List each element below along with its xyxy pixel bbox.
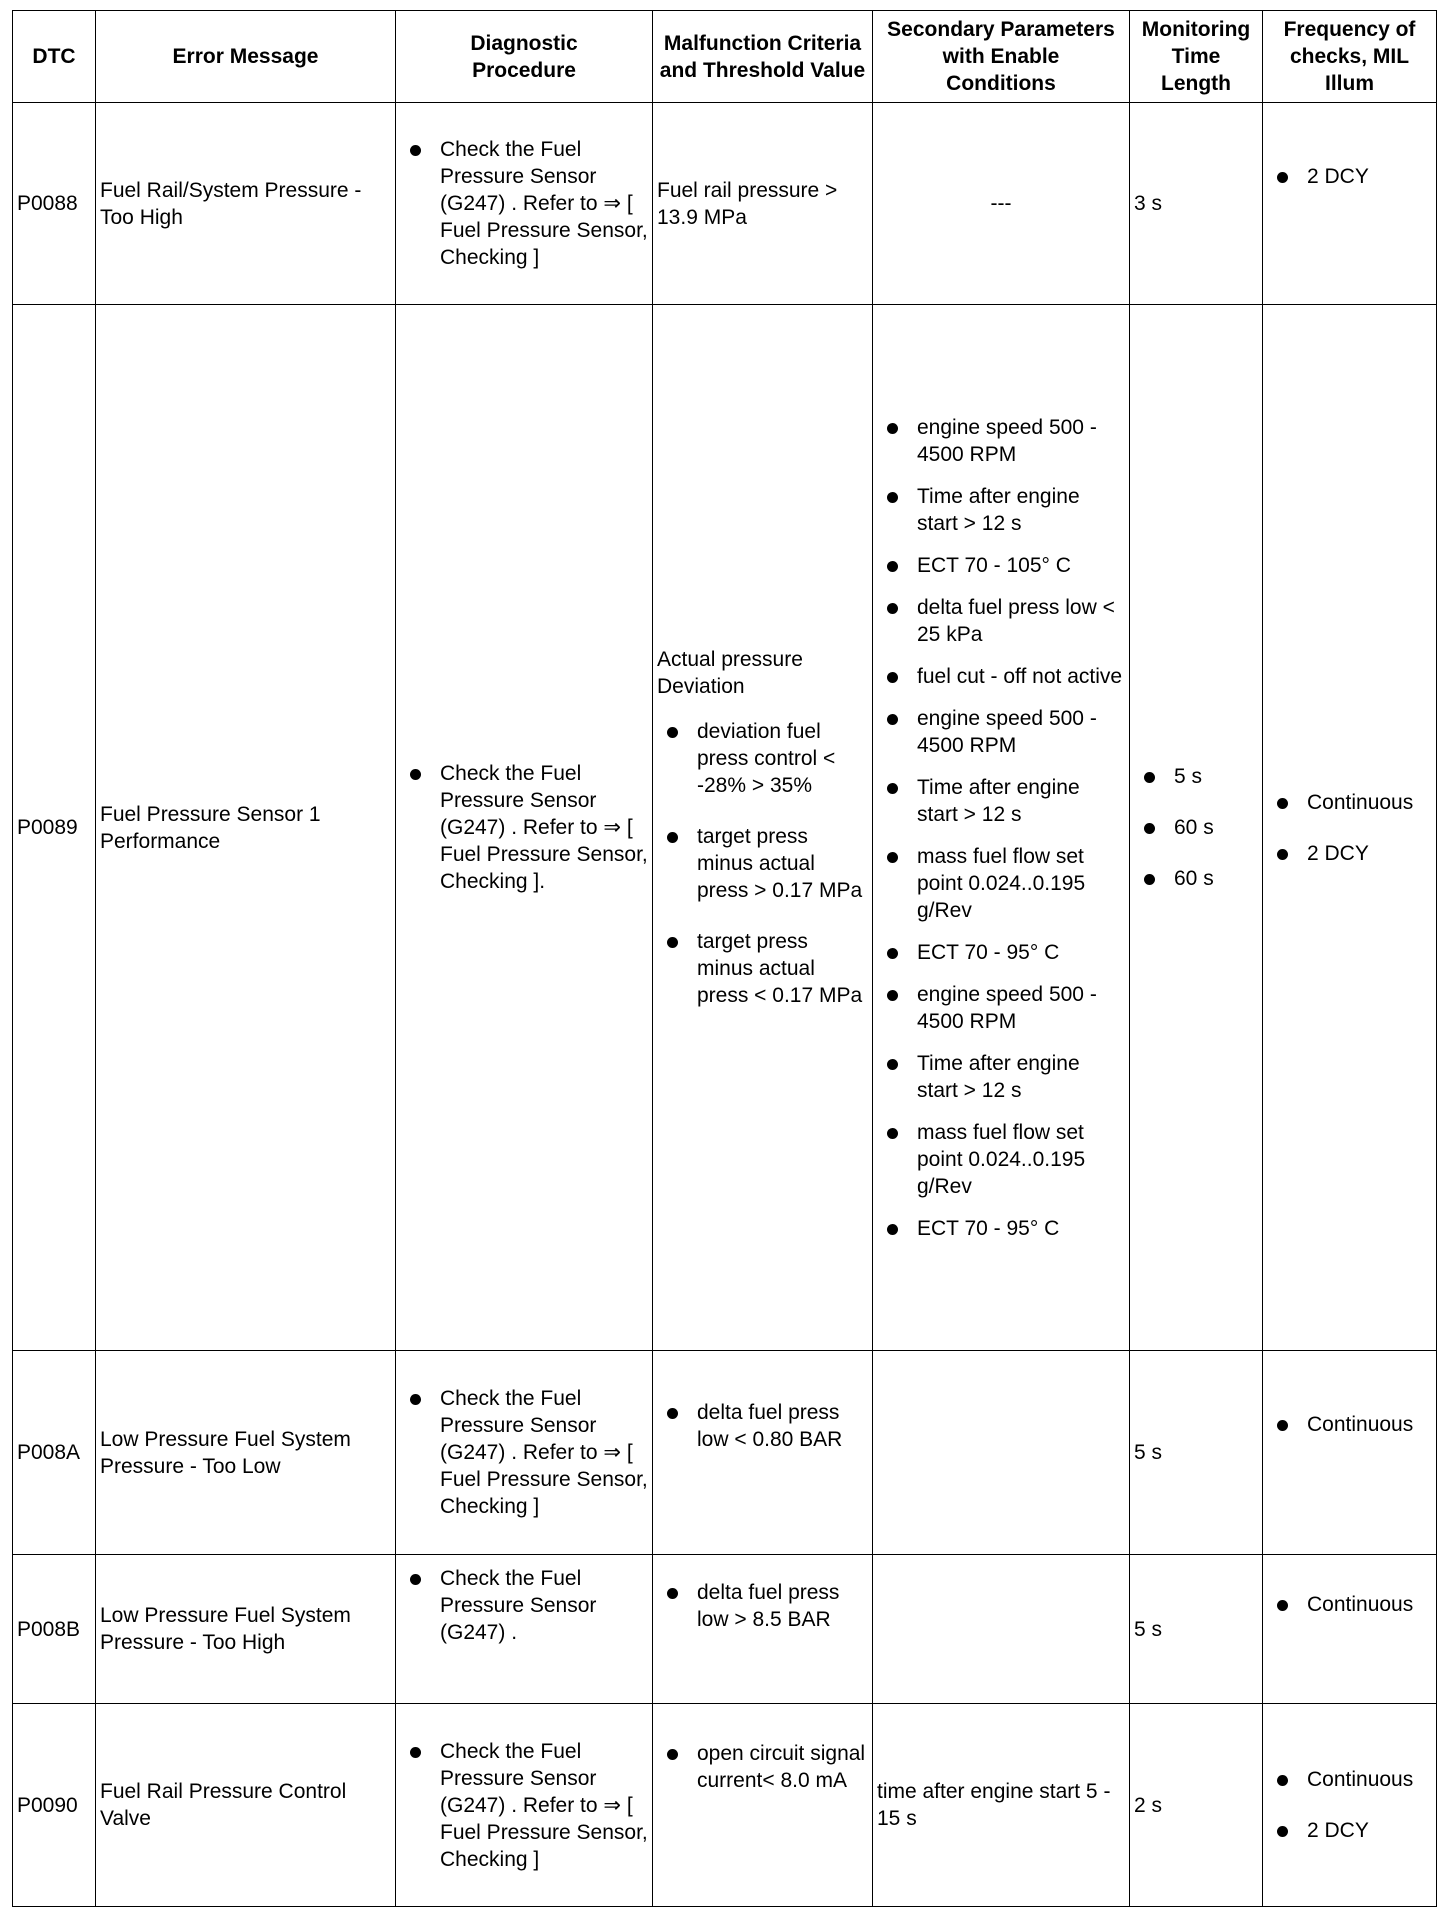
secondary-parameters <box>873 1351 1130 1555</box>
dtc-code: P008A <box>13 1351 96 1555</box>
procedure-item: Check the Fuel Pressure Sensor (G247) . Refer to ⇒ [ Fuel Pressure Sensor, Checking ] <box>400 136 648 271</box>
dtc-code: P0088 <box>13 103 96 305</box>
criteria-item: deviation fuel press control < -28% > 35% <box>657 718 868 799</box>
secondary-item: engine speed 500 - 4500 RPM <box>877 414 1125 468</box>
secondary-item: ECT 70 - 95° C <box>877 939 1125 966</box>
dtc-table <box>12 10 1437 1907</box>
monitoring-time: 5 s <box>1130 1351 1263 1555</box>
frequency-item: Continuous <box>1267 1411 1436 1438</box>
header-dtc: DTC <box>13 11 96 103</box>
secondary-parameters: --- <box>873 103 1130 305</box>
header-error-message: Error Message <box>96 11 396 103</box>
criteria-item: delta fuel press low < 0.80 BAR <box>657 1399 868 1453</box>
criteria-item: delta fuel press low > 8.5 BAR <box>657 1579 868 1633</box>
monitoring-item: 5 s <box>1134 763 1258 790</box>
frequency-item: Continuous <box>1267 1591 1436 1618</box>
dtc-code: P0090 <box>13 1704 96 1907</box>
frequency-item: 2 DCY <box>1267 163 1432 190</box>
monitoring-item: 60 s <box>1134 865 1258 892</box>
monitoring-time: 5 s <box>1130 1555 1263 1704</box>
table-row <box>13 305 1437 1351</box>
header-diagnostic-procedure: Diagnostic Procedure <box>396 11 653 103</box>
secondary-item: delta fuel press low < 25 kPa <box>877 594 1125 648</box>
frequency-item: Continuous <box>1267 789 1436 816</box>
secondary-parameters <box>873 1555 1130 1704</box>
frequency-item: 2 DCY <box>1267 840 1436 867</box>
criteria-text: Actual pressure Deviation <box>657 648 803 698</box>
secondary-item: ECT 70 - 105° C <box>877 552 1125 579</box>
malfunction-criteria <box>653 305 873 1351</box>
monitoring-item: 60 s <box>1134 814 1258 841</box>
procedure-item: Check the Fuel Pressure Sensor (G247) . Refer to ⇒ [ Fuel Pressure Sensor, Checking ] <box>400 1738 648 1873</box>
error-message: Fuel Rail/System Pressure - Too High <box>96 103 396 305</box>
secondary-item: mass fuel flow set point 0.024..0.195 g/Rev <box>877 843 1125 924</box>
table-row <box>13 1351 1437 1555</box>
frequency <box>1263 103 1437 305</box>
diagnostic-procedure <box>396 1351 653 1555</box>
frequency <box>1263 1351 1437 1555</box>
malfunction-criteria <box>653 1555 873 1704</box>
frequency-item: 2 DCY <box>1267 1817 1436 1844</box>
secondary-parameters: time after engine start 5 - 15 s <box>873 1704 1130 1907</box>
error-message: Fuel Rail Pressure Control Valve <box>96 1704 396 1907</box>
secondary-item: engine speed 500 - 4500 RPM <box>877 705 1125 759</box>
diagnostic-procedure <box>396 1555 653 1704</box>
frequency <box>1263 305 1437 1351</box>
criteria-item: target press minus actual press < 0.17 MPa <box>657 928 868 1009</box>
secondary-item: mass fuel flow set point 0.024..0.195 g/Rev <box>877 1119 1125 1200</box>
frequency-item: Continuous <box>1267 1766 1436 1793</box>
header-monitoring-time: Monitoring Time Length <box>1130 11 1263 103</box>
malfunction-criteria: Fuel rail pressure > 13.9 MPa <box>653 103 873 305</box>
dtc-code: P0089 <box>13 305 96 1351</box>
procedure-item: Check the Fuel Pressure Sensor (G247) . <box>400 1565 648 1646</box>
error-message: Low Pressure Fuel System Pressure - Too Low <box>96 1351 396 1555</box>
secondary-parameters <box>873 305 1130 1351</box>
secondary-item: ECT 70 - 95° C <box>877 1215 1125 1242</box>
procedure-item: Check the Fuel Pressure Sensor (G247) . Refer to ⇒ [ Fuel Pressure Sensor, Checking ]. <box>400 760 648 895</box>
criteria-item: target press minus actual press > 0.17 MPa <box>657 823 868 904</box>
header-malfunction-criteria: Malfunction Criteria and Threshold Value <box>653 11 873 103</box>
malfunction-criteria <box>653 1351 873 1555</box>
diagnostic-procedure <box>396 103 653 305</box>
header-secondary-parameters: Secondary Parameters with Enable Conditions <box>873 11 1130 103</box>
secondary-item: Time after engine start > 12 s <box>877 483 1125 537</box>
secondary-item: Time after engine start > 12 s <box>877 1050 1125 1104</box>
criteria-item: open circuit signal current< 8.0 mA <box>657 1740 868 1794</box>
monitoring-time: 2 s <box>1130 1704 1263 1907</box>
error-message: Low Pressure Fuel System Pressure - Too High <box>96 1555 396 1704</box>
malfunction-criteria <box>653 1704 873 1907</box>
frequency <box>1263 1704 1437 1907</box>
header-frequency: Frequency of checks, MIL Illum <box>1263 11 1437 103</box>
table-row <box>13 103 1437 305</box>
header-row <box>13 11 1437 103</box>
error-message: Fuel Pressure Sensor 1 Performance <box>96 305 396 1351</box>
monitoring-time <box>1130 305 1263 1351</box>
frequency <box>1263 1555 1437 1704</box>
diagnostic-procedure <box>396 1704 653 1907</box>
secondary-item: fuel cut - off not active <box>877 663 1125 690</box>
dtc-code: P008B <box>13 1555 96 1704</box>
monitoring-time: 3 s <box>1130 103 1263 305</box>
secondary-item: Time after engine start > 12 s <box>877 774 1125 828</box>
table-row <box>13 1704 1437 1907</box>
table-row <box>13 1555 1437 1704</box>
secondary-item: engine speed 500 - 4500 RPM <box>877 981 1125 1035</box>
diagnostic-procedure <box>396 305 653 1351</box>
procedure-item: Check the Fuel Pressure Sensor (G247) . Refer to ⇒ [ Fuel Pressure Sensor, Checking ] <box>400 1385 648 1520</box>
